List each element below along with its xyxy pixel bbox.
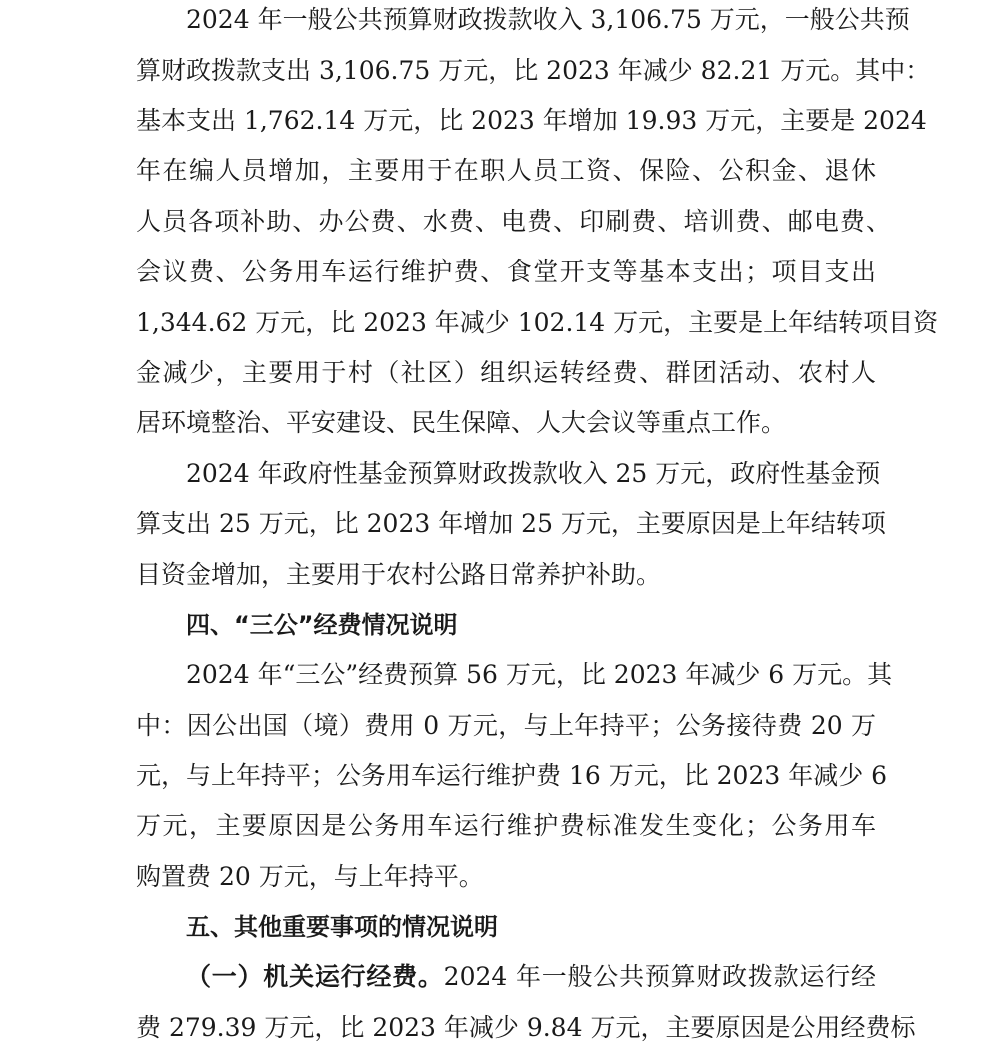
paragraph-line: 2024 年政府性基金预算财政拨款收入 25 万元，政府性基金预 bbox=[186, 459, 881, 488]
paragraph-line: 2024 年“三公”经费预算 56 万元，比 2023 年减少 6 万元。其 bbox=[186, 660, 893, 689]
paragraph-line: 会议费、公务用车运行维护费、食堂开支等基本支出；项目支出 bbox=[136, 257, 876, 286]
paragraph-line: 2024 年一般公共预算财政拨款收入 3,106.75 万元，一般公共预 bbox=[186, 5, 910, 34]
paragraph-line: 算财政拨款支出 3,106.75 万元，比 2023 年减少 82.21 万元。其中： bbox=[136, 56, 931, 85]
paragraph-line: 元，与上年持平；公务用车运行维护费 16 万元，比 2023 年减少 6 bbox=[136, 761, 888, 790]
paragraph-text: 2024 年一般公共预算财政拨款运行经 bbox=[443, 962, 876, 991]
paragraph-line: 购置费 20 万元，与上年持平。 bbox=[136, 862, 484, 891]
paragraph-line: 基本支出 1,762.14 万元，比 2023 年增加 19.93 万元，主要是 2024 bbox=[136, 106, 927, 135]
paragraph-line: 居环境整治、平安建设、民生保障、人大会议等重点工作。 bbox=[136, 408, 787, 437]
paragraph-line: 中：因公出国（境）费用 0 万元，与上年持平；公务接待费 20 万 bbox=[136, 711, 876, 740]
section-heading: 五、其他重要事项的情况说明 bbox=[186, 913, 498, 941]
paragraph-line: 算支出 25 万元，比 2023 年增加 25 万元，主要原因是上年结转项 bbox=[136, 509, 886, 538]
section-heading: 四、“三公”经费情况说明 bbox=[186, 611, 458, 639]
paragraph-line: 人员各项补助、办公费、水费、电费、印刷费、培训费、邮电费、 bbox=[136, 207, 891, 236]
paragraph-line: 万元，主要原因是公务用车运行维护费标准发生变化；公务用车 bbox=[136, 811, 876, 840]
paragraph-line: 目资金增加，主要用于农村公路日常养护补助。 bbox=[136, 560, 662, 589]
paragraph-line: 金减少，主要用于村（社区）组织运转经费、群团活动、农村人 bbox=[136, 358, 876, 387]
subsection-label: （一）机关运行经费。 bbox=[186, 962, 444, 991]
paragraph-line: 1,344.62 万元，比 2023 年减少 102.14 万元，主要是上年结转项目资 bbox=[136, 308, 939, 337]
paragraph-line bbox=[186, 962, 876, 992]
paragraph-line: 年在编人员增加，主要用于在职人员工资、保险、公积金、退休 bbox=[136, 156, 876, 185]
paragraph-line: 费 279.39 万元，比 2023 年减少 9.84 万元，主要原因是公用经费标 bbox=[136, 1013, 916, 1042]
